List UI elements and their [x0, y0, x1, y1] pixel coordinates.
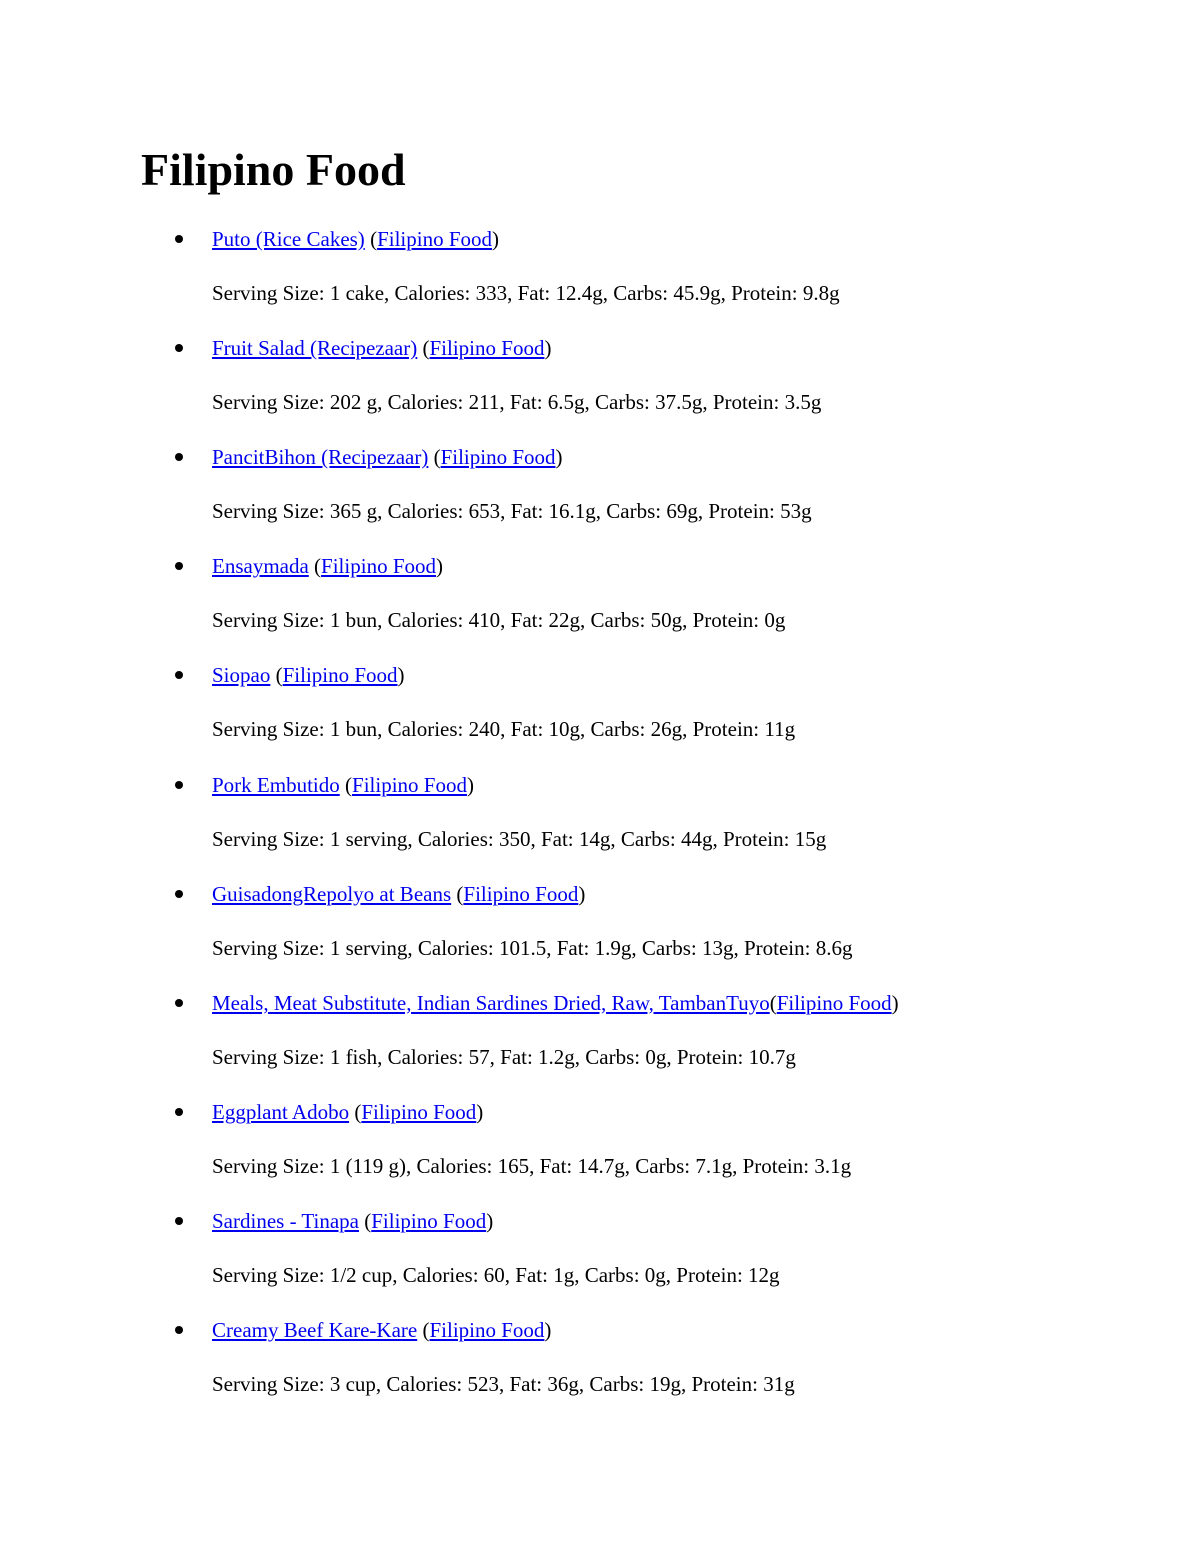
close-paren: ) [486, 1208, 494, 1233]
category-link[interactable]: Filipino Food [377, 227, 493, 251]
item-title-line [212, 333, 551, 363]
close-paren: ) [397, 663, 405, 688]
category-link[interactable]: Filipino Food [429, 1318, 545, 1342]
list-item [0, 660, 1200, 760]
item-title-line [212, 1206, 493, 1236]
list-item [0, 442, 1200, 542]
page-title: Filipino Food [141, 144, 406, 195]
nutrition-info: Serving Size: 365 g, Calories: 653, Fat: 16.1g, Carbs: 69g, Protein: 53g [212, 499, 812, 524]
category-link[interactable]: Filipino Food [282, 663, 398, 688]
category-link[interactable]: Filipino Food [776, 990, 892, 1015]
nutrition-info: Serving Size: 202 g, Calories: 211, Fat: 6.5g, Carbs: 37.5g, Protein: 3.5g [212, 390, 822, 415]
food-name-link[interactable]: PancitBihon (Recipezaar) [212, 445, 429, 470]
open-paren: ( [428, 445, 441, 470]
bullet-icon [175, 1108, 183, 1116]
list-item [0, 988, 1200, 1088]
food-name-link[interactable]: Sardines - Tinapa [212, 1208, 359, 1233]
close-paren: ) [476, 1099, 484, 1124]
nutrition-info: Serving Size: 1 bun, Calories: 240, Fat: 10g, Carbs: 26g, Protein: 11g [212, 717, 796, 742]
list-item [0, 333, 1200, 433]
item-title-line [212, 224, 499, 254]
nutrition-info: Serving Size: 1 bun, Calories: 410, Fat: 22g, Carbs: 50g, Protein: 0g [212, 608, 786, 633]
open-paren: ( [451, 881, 464, 906]
open-paren: ( [349, 1099, 362, 1124]
list-item [0, 224, 1200, 324]
open-paren: ( [364, 227, 378, 251]
nutrition-info: Serving Size: 1/2 cup, Calories: 60, Fat: 1g, Carbs: 0g, Protein: 12g [212, 1262, 780, 1287]
nutrition-info: Serving Size: 1 (119 g), Calories: 165, Fat: 14.7g, Carbs: 7.1g, Protein: 3.1g [212, 1153, 852, 1178]
list-item [0, 1206, 1200, 1306]
list-item [0, 770, 1200, 870]
item-title-line [212, 770, 474, 800]
nutrition-info: Serving Size: 1 fish, Calories: 57, Fat: 1.2g, Carbs: 0g, Protein: 10.7g [212, 1044, 796, 1069]
item-title-line [212, 442, 563, 472]
food-name-link[interactable]: Siopao [212, 663, 271, 688]
list-item [0, 879, 1200, 979]
open-paren: ( [339, 772, 353, 797]
bullet-icon [175, 562, 183, 570]
close-paren: ) [436, 554, 443, 579]
food-name-link[interactable]: Ensaymada [212, 554, 309, 579]
category-link[interactable]: Filipino Food [440, 445, 556, 470]
category-link[interactable]: Filipino Food [352, 772, 467, 797]
bullet-icon [175, 781, 183, 789]
category-link[interactable]: Filipino Food [321, 554, 436, 579]
food-name-link[interactable]: Puto (Rice Cakes) [212, 227, 365, 251]
item-title-line [212, 551, 443, 581]
food-name-link[interactable]: Pork Embutido [212, 772, 340, 797]
open-paren: ( [417, 1318, 430, 1342]
close-paren: ) [544, 336, 552, 361]
bullet-icon [175, 999, 183, 1007]
category-link[interactable]: Filipino Food [361, 1099, 477, 1124]
open-paren: ( [270, 663, 283, 688]
food-name-link[interactable]: Eggplant Adobo [212, 1099, 350, 1124]
category-link[interactable]: Filipino Food [429, 336, 545, 361]
item-title-line [212, 1097, 483, 1127]
open-paren: ( [417, 336, 430, 361]
nutrition-info: Serving Size: 3 cup, Calories: 523, Fat: 36g, Carbs: 19g, Protein: 31g [212, 1372, 795, 1396]
close-paren: ) [492, 227, 500, 251]
close-paren: ) [578, 881, 586, 906]
bullet-icon [175, 1217, 183, 1225]
close-paren: ) [555, 445, 563, 470]
close-paren: ) [544, 1318, 552, 1342]
open-paren: ( [769, 990, 777, 1015]
nutrition-info: Serving Size: 1 serving, Calories: 101.5, Fat: 1.9g, Carbs: 13g, Protein: 8.6g [212, 935, 853, 960]
close-paren: ) [466, 772, 474, 797]
category-link[interactable]: Filipino Food [463, 881, 579, 906]
bullet-icon [175, 890, 183, 898]
list-item [0, 1097, 1200, 1197]
bullet-icon [175, 344, 183, 352]
bullet-icon [175, 453, 183, 461]
food-name-link[interactable]: Meals, Meat Substitute, Indian Sardines Dried, Raw, TambanTuyo [212, 990, 770, 1015]
nutrition-info: Serving Size: 1 cake, Calories: 333, Fat: 12.4g, Carbs: 45.9g, Protein: 9.8g [212, 281, 840, 305]
close-paren: ) [891, 990, 899, 1015]
list-item [0, 551, 1200, 651]
nutrition-info: Serving Size: 1 serving, Calories: 350, Fat: 14g, Carbs: 44g, Protein: 15g [212, 826, 827, 851]
bullet-icon [175, 671, 183, 679]
open-paren: ( [308, 554, 322, 579]
item-title-line [212, 1315, 551, 1345]
open-paren: ( [359, 1208, 372, 1233]
item-title-line [212, 660, 405, 690]
food-name-link[interactable]: Creamy Beef Kare-Kare [212, 1318, 418, 1342]
food-name-link[interactable]: GuisadongRepolyo at Beans [212, 881, 452, 906]
food-name-link[interactable]: Fruit Salad (Recipezaar) [212, 336, 418, 361]
item-title-line [212, 988, 899, 1018]
bullet-icon [175, 1326, 183, 1334]
list-item [0, 1315, 1200, 1415]
category-link[interactable]: Filipino Food [371, 1208, 487, 1233]
bullet-icon [175, 235, 183, 243]
item-title-line [212, 879, 585, 909]
